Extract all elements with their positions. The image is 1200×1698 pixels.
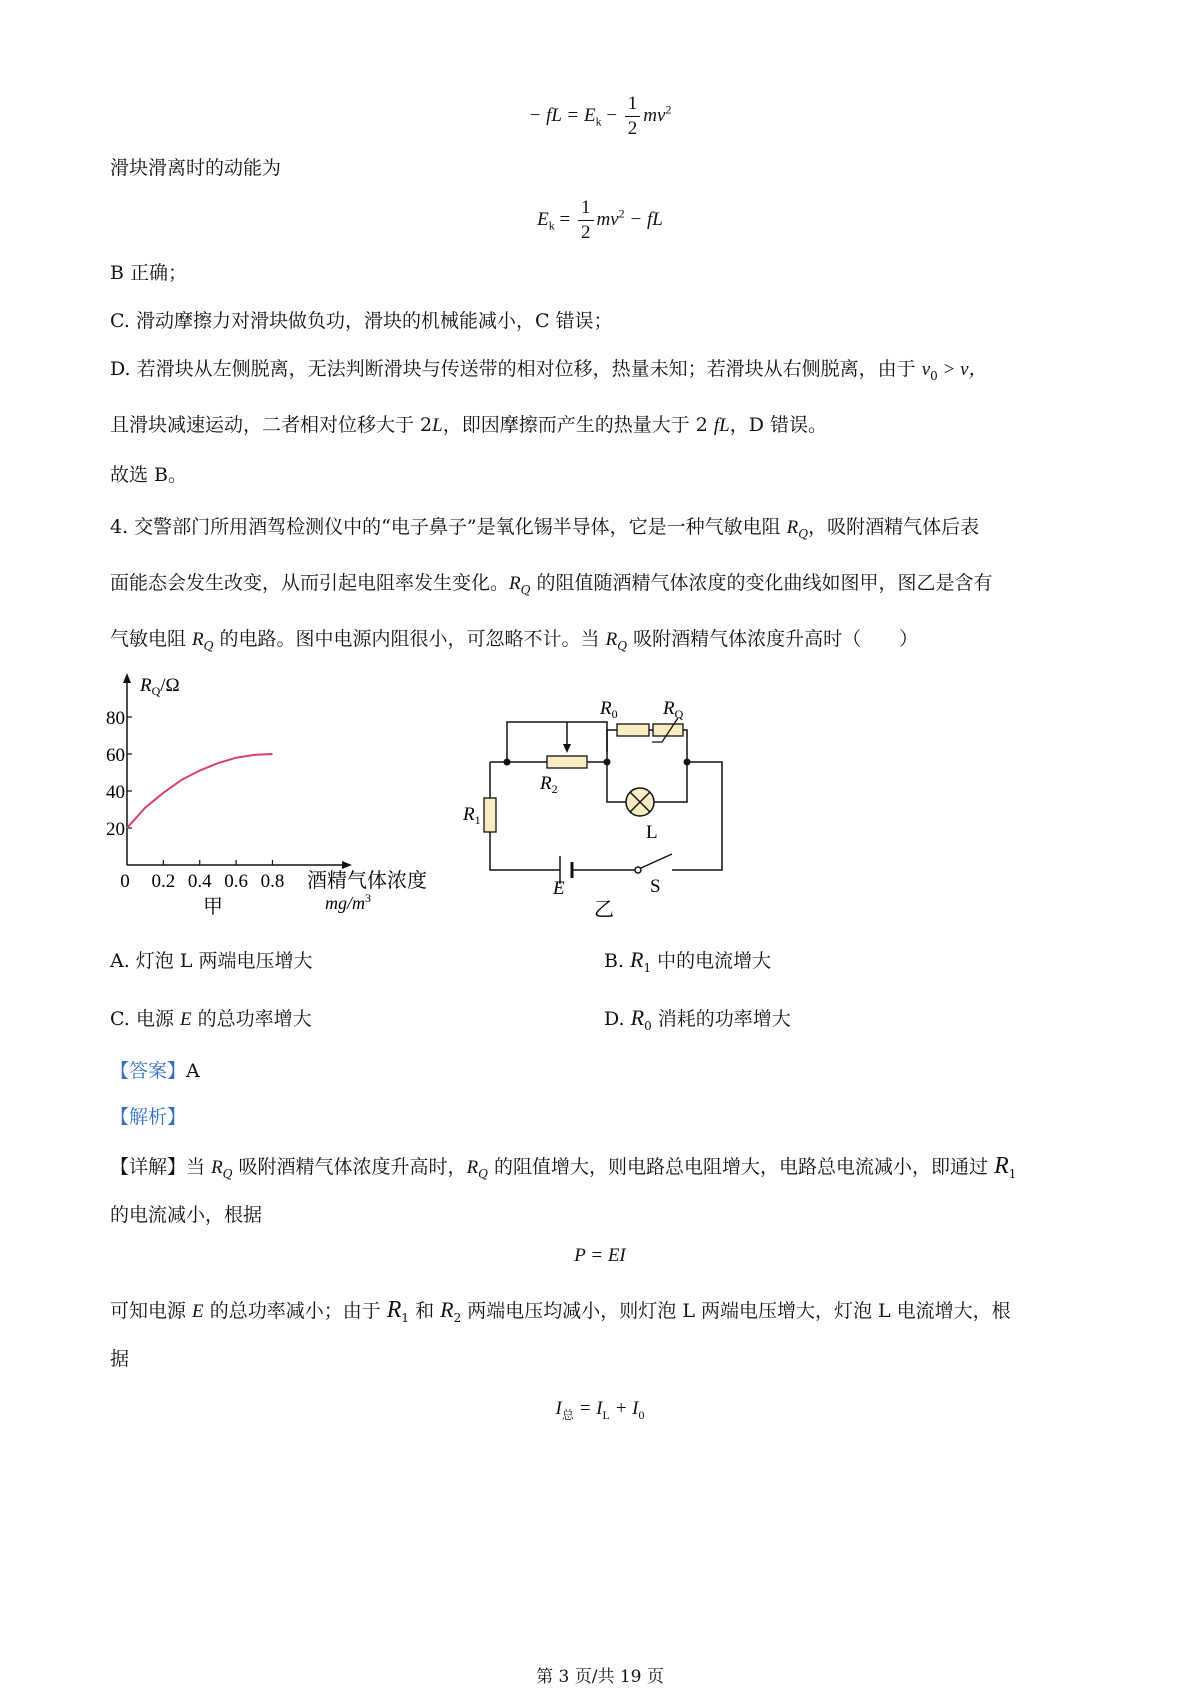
detail-line3 (110, 1296, 1011, 1325)
answer-value: A (186, 1060, 200, 1082)
y-tick-label: 20 (106, 819, 125, 840)
option-d-R: R (630, 1005, 645, 1030)
label-lamp: L (646, 822, 658, 843)
detail-l3-R2: R (440, 1297, 454, 1322)
equation-ek (0, 196, 1200, 245)
option-b-text: 中的电流增大 (651, 950, 772, 972)
eq2-tail: − fL (624, 208, 663, 230)
q4-l1-Q: Q (798, 526, 809, 541)
eq1-ek-sub: k (595, 114, 602, 129)
y-tick-label: 80 (106, 708, 125, 729)
detail-l3-a: 可知电源 (110, 1300, 193, 1322)
option-b-R: R (630, 947, 644, 972)
eq1-den: 2 (627, 118, 638, 139)
figure-yi-circuit (460, 680, 760, 920)
label-r0: $R_0$ (600, 698, 618, 721)
y-tick-label: 40 (106, 782, 125, 803)
q4-l3-text3: 吸附酒精气体浓度升高时（ ） (627, 628, 919, 650)
switch-s-lever (641, 854, 672, 868)
d-line1-v0: v (921, 359, 931, 380)
detail-l3-c: 两端电压均减小，则灯泡 L 两端电压增大，灯泡 L 电流增大，根 (461, 1300, 1011, 1322)
q4-line2 (110, 568, 993, 597)
text-ek-leave: 滑块滑离时的动能为 (110, 157, 282, 179)
option-c-prefix: C. 电源 (110, 1008, 180, 1030)
q4-l3-Q2: Q (617, 638, 628, 653)
option-d (604, 1004, 791, 1033)
eq1-num: 1 (625, 92, 641, 117)
y-ticks (106, 708, 132, 840)
option-c (110, 1004, 312, 1031)
q4-l2-Q: Q (520, 582, 531, 597)
label-r1: $R_1$ (463, 804, 481, 827)
resistance-curve (127, 754, 273, 828)
analysis-tag: 【解析】 (110, 1106, 187, 1128)
q4-l1-text2: ，吸附酒精气体后表 (808, 516, 980, 538)
d-line1-compare: > v， (937, 359, 988, 380)
d-line2-fL: fL (713, 415, 730, 436)
option-d-prefix: D. (604, 1008, 631, 1030)
label-e: E (553, 878, 565, 899)
label-rq: $R_Q$ (663, 698, 684, 721)
option-c-text: 的总功率增大 (191, 1008, 312, 1030)
q4-l3-text2: 的电路。图中电源内阻很小，可忽略不计。当 (213, 628, 606, 650)
q4-l3-text: 气敏电阻 (110, 628, 193, 650)
label-s: S (650, 876, 661, 897)
x-axis-label: 酒精气体浓度 (307, 870, 427, 892)
junction-right (684, 759, 691, 766)
x-tick-label: 0.8 (260, 871, 285, 892)
detail-l3-E: E (192, 1301, 204, 1322)
eq-current-IL-sub: L (602, 1407, 610, 1422)
q4-l1-text: 4. 交警部门所用酒驾检测仪中的“电子鼻子”是氧化锡半导体，它是一种气敏电阻 (110, 516, 787, 538)
eq1-mv: mv (643, 104, 666, 126)
detail-l3-R1: R (386, 1297, 402, 1323)
d-line2-text3: ，D 错误。 (729, 414, 828, 436)
detail-line2: 的电流减小，根据 (110, 1204, 263, 1226)
detail-l3-b: 的总功率减小；由于 (203, 1300, 387, 1322)
figure-yi-caption: 乙 (594, 899, 614, 920)
resistor-r1 (484, 798, 496, 832)
eq2-den: 2 (581, 222, 591, 243)
label-r2: $R_2$ (540, 773, 558, 796)
d-line2-L: L (432, 415, 443, 436)
option-b (604, 946, 771, 975)
equation-power: P = EI (574, 1245, 626, 1266)
resistor-r2 (547, 756, 587, 768)
option-d-explanation-line1 (110, 354, 988, 383)
d-line2-text: 且滑块减速运动，二者相对位移大于 2 (110, 414, 433, 436)
detail-l1-Q: Q (222, 1166, 233, 1181)
switch-s-pivot (635, 867, 641, 873)
q4-l3-Q: Q (203, 638, 214, 653)
equation-energy-loss (0, 92, 1200, 141)
x-tick-label: 0.4 (187, 871, 212, 892)
detail-l1-c: 的阻值增大，则电路总电阻增大，电路总电流减小，即通过 (488, 1156, 995, 1178)
option-c-explanation: C. 滑动摩擦力对滑块做负功，滑块的机械能减小，C 错误； (110, 310, 613, 332)
answer-line (110, 1056, 200, 1083)
detail-l3-R2-sub: 2 (453, 1310, 462, 1325)
eq1-exp: 2 (665, 102, 672, 117)
figure-jia-caption: 甲 (203, 896, 223, 918)
eq2-ek: E (537, 208, 549, 230)
y-tick-label: 60 (106, 745, 125, 766)
x-tick-label: 0.2 (151, 871, 176, 892)
option-a: A. 灯泡 L 两端电压增大 (110, 950, 313, 972)
option-d-text: 消耗的功率增大 (651, 1008, 791, 1030)
junction-mid (604, 759, 611, 766)
detail-line4: 据 (110, 1348, 130, 1370)
detail-l1-R1: R (994, 1153, 1009, 1179)
d-line1-text: D. 若滑块从左侧脱离，无法判断滑块与传送带的相对位移，热量未知；若滑块从右侧脱离，由于 (110, 358, 922, 380)
d-line1-v0-sub: 0 (930, 368, 938, 383)
eq1-fraction (625, 92, 641, 141)
eq2-mv: mv (596, 208, 619, 230)
eq2-exp: 2 (618, 206, 625, 221)
junction-left (504, 759, 511, 766)
detail-line1 (110, 1152, 1016, 1181)
equation-current (0, 1398, 1200, 1423)
y-axis-arrow (123, 673, 131, 683)
detail-l1-b: 吸附酒精气体浓度升高时， (232, 1156, 467, 1178)
d-line2-text2: ，即因摩擦而产生的热量大于 2 (442, 414, 714, 436)
eq-current-mid: = I (573, 1398, 603, 1419)
eq2-fraction (578, 196, 594, 245)
eq2-ek-sub: k (548, 218, 555, 233)
eq2-eq: = (554, 208, 575, 230)
resistor-rq (653, 724, 683, 736)
detail-l3-and: 和 (409, 1300, 441, 1322)
q4-l2-text: 面能态会发生改变，从而引起电阻率发生变化。 (110, 572, 510, 594)
x-axis-unit: $mg/m^3$ (325, 891, 371, 913)
answer-tag: 【答案】 (110, 1060, 187, 1082)
detail-l1-R2: R (466, 1157, 479, 1178)
eq1-minus: − (601, 104, 622, 126)
choose-b: 故选 B。 (110, 464, 188, 486)
eq1-lhs: − fL = (528, 104, 584, 126)
q4-line1 (110, 512, 979, 541)
resistor-r0 (617, 724, 649, 736)
q4-l3-R: R (192, 629, 204, 650)
eq2-num: 1 (578, 196, 594, 221)
option-b-sub: 1 (643, 960, 652, 975)
x-tick-label: 0 (120, 871, 130, 892)
x-axis-arrow (342, 861, 352, 869)
eq-current-I-sub: 总 (561, 1407, 574, 1422)
q4-l2-R: R (509, 573, 521, 594)
detail-l1-R: R (211, 1157, 223, 1178)
q4-line3 (110, 624, 918, 653)
eq1-ek: E (583, 104, 596, 126)
eq-current-plus: + I (609, 1398, 639, 1419)
option-d-explanation-line2 (110, 410, 827, 437)
page-footer: 第 3 页/共 19 页 (536, 1667, 664, 1687)
q4-l1-R: R (786, 517, 799, 538)
detail-l1-R1-sub: 1 (1008, 1166, 1017, 1181)
wire-right (672, 762, 722, 870)
q4-l2-text2: 的阻值随酒精气体浓度的变化曲线如图甲，图乙是含有 (530, 572, 993, 594)
figure-jia-chart (100, 665, 460, 925)
q4-l3-R2: R (605, 629, 618, 650)
detail-l1-Q2: Q (478, 1166, 489, 1181)
option-c-E: E (179, 1009, 192, 1030)
detail-l3-R1-sub: 1 (401, 1310, 410, 1325)
x-tick-label: 0.6 (224, 871, 248, 892)
option-b-prefix: B. (604, 950, 631, 972)
detail-l1-a: 当 (186, 1156, 212, 1178)
eq-current-I: I (555, 1398, 562, 1419)
y-axis-label: $R_Q/\Omega$ (140, 675, 180, 698)
b-correct: B 正确； (110, 262, 188, 284)
option-d-sub: 0 (644, 1018, 652, 1033)
eq-current-I0-sub: 0 (638, 1407, 645, 1422)
detail-tag: 【详解】 (110, 1156, 187, 1178)
